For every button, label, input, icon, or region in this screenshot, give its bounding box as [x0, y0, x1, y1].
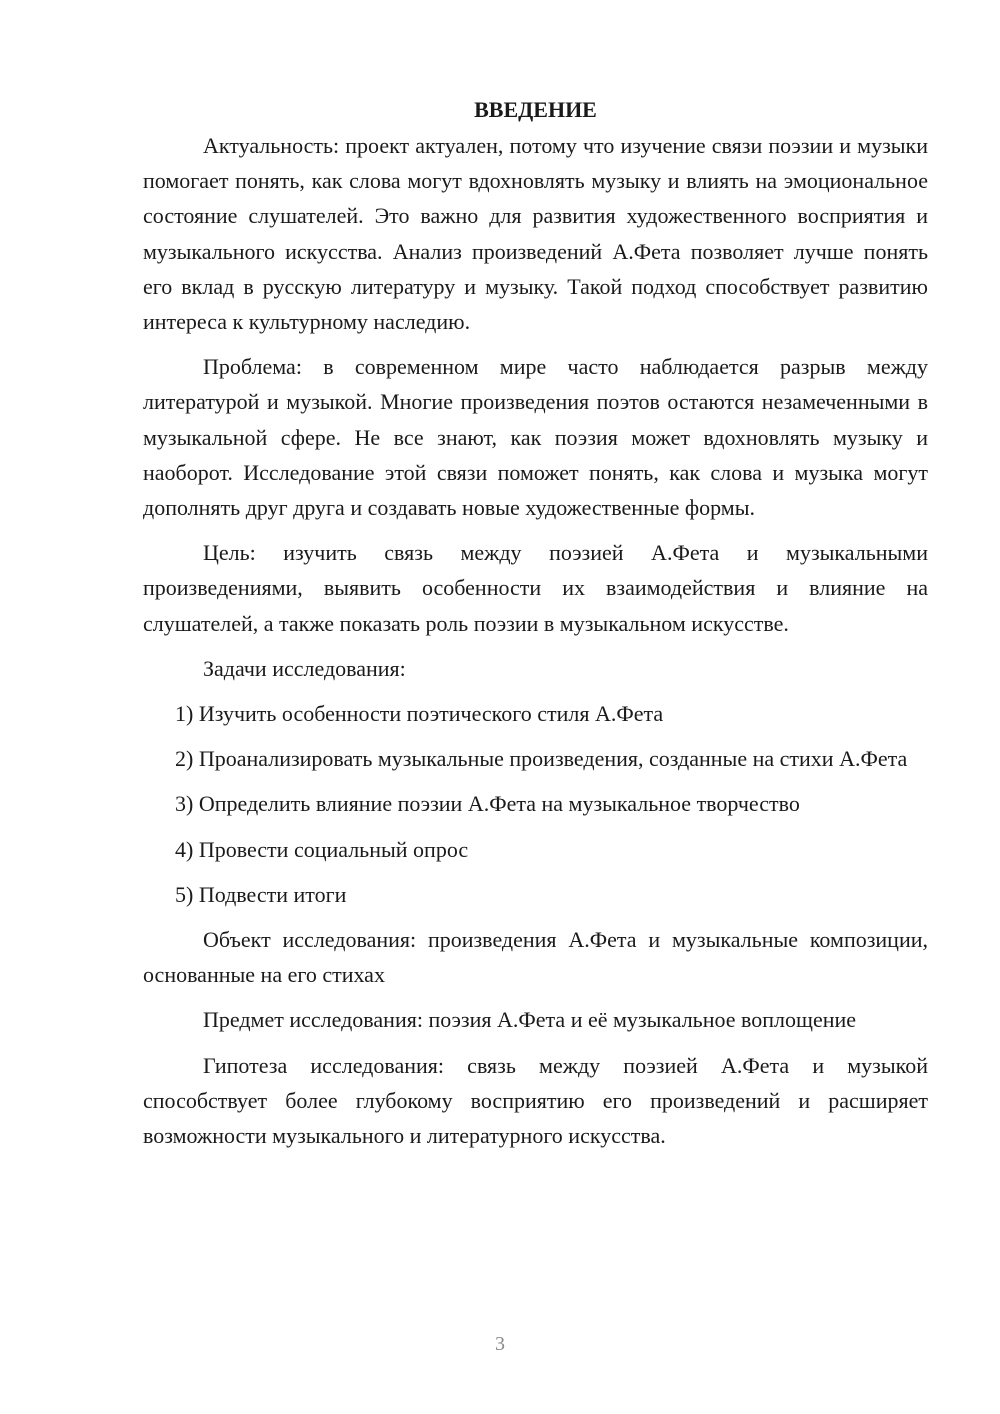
- goal-paragraph: Цель: изучить связь между поэзией А.Фета и музыкальными произведениями, выявить особенности их взаимодействия и влияние на слушателей, а также показать роль поэзии в музыкальном искусстве.: [143, 540, 928, 636]
- subject-paragraph: Предмет исследования: поэзия А.Фета и её музыкальное воплощение: [203, 1007, 857, 1033]
- document-page: [143, 92, 928, 1163]
- task-item: 2) Проанализировать музыкальные произведения, созданные на стихи А.Фета: [175, 746, 908, 772]
- task-item: 4) Провести социальный опрос: [175, 836, 469, 862]
- task-item: 5) Подвести итоги: [175, 881, 347, 907]
- tasks-heading: Задачи исследования:: [203, 655, 406, 681]
- problem-paragraph: Проблема: в современном мире часто наблюдается разрыв между литературой и музыкой. Многие произведения поэтов остаются незамеченными в музыкальной сфере. Не все знают, как поэзия может вдохновлять музыку и наоборот. Исследование этой связи поможет понять, как слова и музыка могут дополнять друг друга и создавать новые художественные формы.: [143, 354, 928, 521]
- task-item: 3) Определить влияние поэзии А.Фета на музыкальное творчество: [175, 791, 800, 817]
- hypothesis-paragraph: Гипотеза исследования: связь между поэзией А.Фета и музыкой способствует более глубокому восприятию его произведений и расширяет возможности музыкального и литературного искусства.: [143, 1052, 928, 1149]
- task-item: 1) Изучить особенности поэтического стиля А.Фета: [175, 701, 664, 727]
- object-paragraph: Объект исследования: произведения А.Фета и музыкальные композиции, основанные на его стихах: [143, 927, 928, 988]
- page-number: 3: [495, 1333, 505, 1355]
- relevance-paragraph: Актуальность: проект актуален, потому что изучение связи поэзии и музыки помогает понять, как слова могут вдохновлять музыку и влиять на эмоциональное состояние слушателей. Это важно для развития художественного восприятия и музыкального искусства. Анализ произведений А.Фета позволяет лучше понять его вклад в русскую литературу и музыку. Такой подход способствует развитию интереса к культурному наследию.: [143, 133, 928, 335]
- page-title: ВВЕДЕНИЕ: [474, 97, 597, 122]
